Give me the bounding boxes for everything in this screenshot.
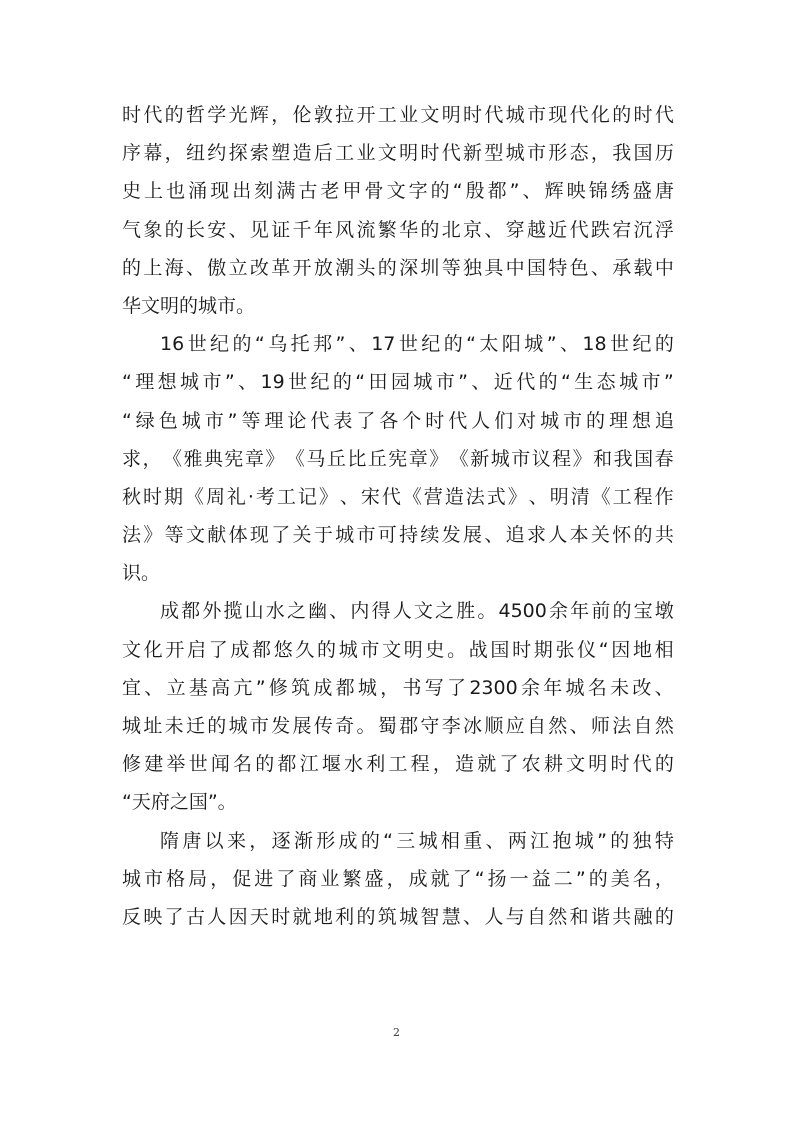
text-line: “天府之国”。 [122, 791, 237, 814]
body-text [122, 96, 674, 936]
text-line: 反 映 了 古 人 因 天 时 就 地 利 的 筑 城 智 慧 、 人 与 自 然 和 谐 共 融 的 [122, 905, 674, 928]
text-line: 史 上 也 涌 现 出 刻 满 古 老 甲 骨 文 字 的 “ 殷 都 ” 、 辉 映 锦 绣 盛 唐 [122, 180, 674, 203]
text-line: 城 址 未 迁 的 城 市 发 展 传 奇 。 蜀 郡 守 李 冰 顺 应 自 然 、 师 法 自 然 [122, 715, 674, 737]
text-line: 隋 唐 以 来 ， 逐 渐 形 成 的 “ 三 城 相 重 、 两 江 抱 城 ” 的 独 特 [160, 829, 674, 852]
text-line: 修 建 举 世 闻 名 的 都 江 堰 水 利 工 程 ， 造 就 了 农 耕 文 明 时 代 的 [122, 753, 674, 776]
text-line: “ 理 想 城 市 ” 、 19 世 纪 的 “ 田 园 城 市 ” 、 近 代 的 “ 生 态 城 市 ” [122, 371, 674, 394]
text-line: “ 绿 色 城 市 ” 等 理 论 代 表 了 各 个 时 代 人 们 对 城 市 的 理 想 追 [122, 409, 674, 432]
page-number: 2 [393, 1026, 400, 1039]
paragraph [122, 592, 674, 821]
text-line: 16 世 纪 的 “ 乌 托 邦 ” 、 17 世 纪 的 “ 太 阳 城 ” 、 18 世 纪 的 [160, 333, 674, 356]
text-line: 法 》 等 文 献 体 现 了 关 于 城 市 可 持 续 发 展 、 追 求 人 本 关 怀 的 共 [122, 524, 674, 547]
text-line: 宜 、 立 基 高 亢 ” 修 筑 成 都 城 ， 书 写 了 2300 余 年 城 名 未 改 、 [122, 676, 674, 699]
paragraph [122, 822, 674, 937]
text-line: 序 幕 ， 纽 约 探 索 塑 造 后 工 业 文 明 时 代 新 型 城 市 形 态 ， 我 国 历 [122, 142, 674, 165]
text-line: 求 ， 《 雅 典 宪 章 》 《 马 丘 比 丘 宪 章 》 《 新 城 市 议 程 》 和 我 国 春 [122, 447, 674, 470]
text-line: 文 化 开 启 了 成 都 悠 久 的 城 市 文 明 史 。 战 国 时 期 张 仪 “ 因 地 相 [122, 638, 674, 661]
paragraph [122, 96, 674, 325]
text-line: 的 上 海 、 傲 立 改 革 开 放 潮 头 的 深 圳 等 独 具 中 国 特 色 、 承 载 中 [122, 256, 674, 279]
text-line: 气 象 的 长 安 、 见 证 千 年 风 流 繁 华 的 北 京 、 穿 越 近 代 跌 宕 沉 浮 [122, 218, 674, 241]
paragraph [122, 325, 674, 592]
text-line: 成 都 外 揽 山 水 之 幽 、 内 得 人 文 之 胜 。 4500 余 年 前 的 宝 墩 [160, 600, 674, 623]
text-line: 秋 时 期 《 周 礼 · 考 工 记 》 、 宋 代 《 营 造 法 式 》 、 明 清 《 工 程 作 [122, 485, 674, 508]
text-line: 时 代 的 哲 学 光 辉 ， 伦 敦 拉 开 工 业 文 明 时 代 城 市 现 代 化 的 时 代 [122, 104, 674, 126]
text-line: 城 市 格 局 ， 促 进 了 商 业 繁 盛 ， 成 就 了 “ 扬 一 益 二 ” 的 美 名 ， [122, 867, 674, 890]
text-line: 华文明的城市。 [122, 294, 256, 317]
text-line: 识。 [122, 562, 161, 585]
